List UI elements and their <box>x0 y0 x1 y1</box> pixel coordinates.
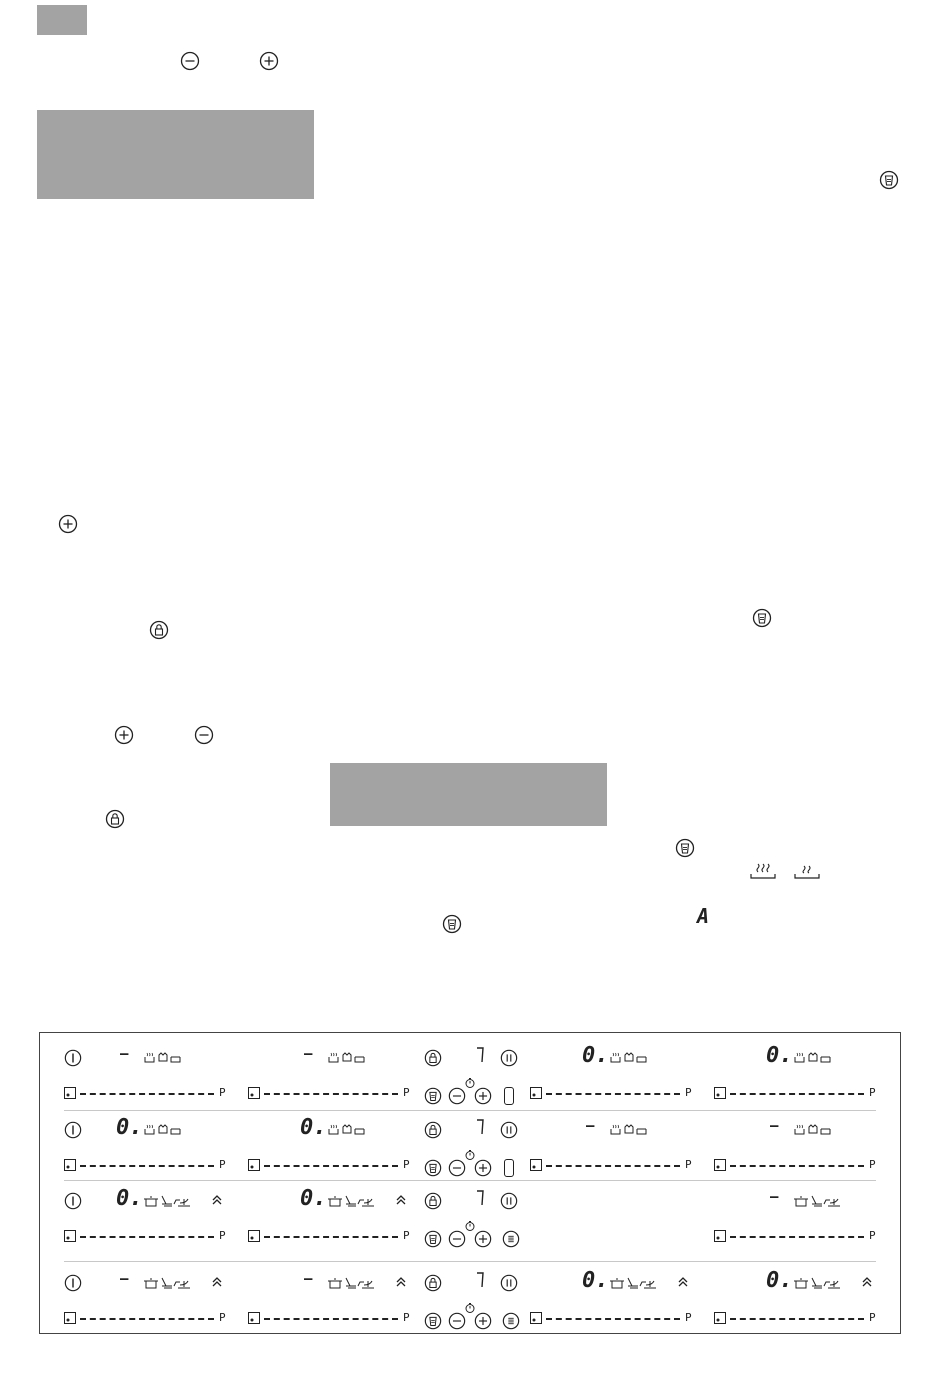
zone-selector-icon <box>64 1230 76 1242</box>
slider-end-label: P <box>685 1311 692 1324</box>
zone-selector-icon <box>714 1087 726 1099</box>
power-level-slider <box>730 1318 864 1320</box>
minus-circle-icon <box>448 1230 466 1248</box>
boost-icon <box>502 1230 520 1248</box>
cooking-mode-icons <box>144 1276 192 1290</box>
cooking-mode-icons <box>328 1052 372 1064</box>
slider-end-label: P <box>403 1229 410 1242</box>
zone-selector-icon <box>714 1230 726 1242</box>
power-level-slider <box>264 1236 398 1238</box>
child-lock-icon <box>424 1274 442 1292</box>
section-heading-box-2 <box>330 763 607 826</box>
zone-display: 0. <box>116 1115 143 1140</box>
slider-end-label: P <box>869 1229 876 1242</box>
plus-circle-icon <box>58 514 78 534</box>
zone-display: 0. <box>582 1043 609 1068</box>
cooking-mode-icons <box>144 1194 192 1208</box>
zone-selector-icon <box>64 1087 76 1099</box>
cooking-mode-icons <box>144 1124 188 1136</box>
zone-selector-icon <box>248 1087 260 1099</box>
boost-chevron-icon <box>396 1276 406 1288</box>
zone-display: – <box>120 1046 129 1062</box>
zone-display: – <box>120 1271 129 1287</box>
cooking-mode-icons <box>610 1124 654 1136</box>
minus-circle-icon <box>194 725 214 745</box>
keep-warm-icon <box>879 170 899 190</box>
minus-circle-icon <box>448 1087 466 1105</box>
slider-end-label: P <box>403 1311 410 1324</box>
pause-icon <box>500 1274 518 1292</box>
plus-circle-icon <box>259 51 279 71</box>
zone-display: 0. <box>300 1115 327 1140</box>
boost-icon <box>502 1312 520 1330</box>
zone-selector-icon <box>64 1312 76 1324</box>
plus-circle-icon <box>114 725 134 745</box>
minus-circle-icon <box>448 1312 466 1330</box>
zone-display: – <box>304 1046 313 1062</box>
cooking-mode-icons <box>794 1052 838 1064</box>
zone-display: – <box>770 1118 779 1134</box>
slider-end-label: P <box>219 1311 226 1324</box>
keep-warm-icon <box>675 838 695 858</box>
boost-chevron-icon <box>396 1194 406 1206</box>
minus-circle-icon <box>448 1159 466 1177</box>
zone-display: – <box>304 1271 313 1287</box>
segment-display-icon <box>476 1119 484 1135</box>
keep-warm-icon <box>752 608 772 628</box>
zone-selector-icon <box>530 1159 542 1171</box>
slider-end-label: P <box>219 1158 226 1171</box>
slider-end-label: P <box>869 1158 876 1171</box>
keep-warm-icon <box>424 1312 442 1330</box>
power-icon <box>64 1274 82 1292</box>
zone-display: 0. <box>300 1186 327 1211</box>
zone-display: – <box>586 1118 595 1134</box>
residual-heat-high-icon <box>748 862 778 882</box>
minus-circle-icon <box>180 51 200 71</box>
power-level-slider <box>80 1318 214 1320</box>
zone-selector-icon <box>248 1230 260 1242</box>
zone-display: 0. <box>116 1186 143 1211</box>
segment-display-icon <box>476 1272 484 1288</box>
cooking-mode-icons <box>144 1052 188 1064</box>
power-level-slider <box>546 1318 680 1320</box>
keep-warm-icon <box>424 1087 442 1105</box>
small-section-marker <box>37 5 87 35</box>
keep-warm-icon <box>424 1159 442 1177</box>
zone-display: – <box>770 1189 779 1205</box>
slider-end-label: P <box>403 1086 410 1099</box>
zone-selector-icon <box>64 1159 76 1171</box>
cooking-mode-icons <box>328 1124 372 1136</box>
cooking-mode-icons <box>794 1276 842 1290</box>
bridge-indicator-icon <box>504 1159 514 1177</box>
cooking-mode-icons <box>610 1276 658 1290</box>
bridge-indicator-icon <box>504 1087 514 1105</box>
power-icon <box>64 1121 82 1139</box>
cooking-mode-icons <box>328 1276 376 1290</box>
child-lock-icon <box>424 1049 442 1067</box>
boost-chevron-icon <box>212 1194 222 1206</box>
residual-heat-low-icon <box>792 862 822 882</box>
power-level-slider <box>264 1165 398 1167</box>
child-lock-icon <box>149 620 169 640</box>
segment-display-icon <box>476 1190 484 1206</box>
slider-end-label: P <box>403 1158 410 1171</box>
section-heading-box <box>37 110 314 199</box>
cooking-mode-icons <box>328 1194 376 1208</box>
power-level-slider <box>264 1093 398 1095</box>
zone-selector-icon <box>714 1312 726 1324</box>
cooking-mode-icons <box>610 1052 654 1064</box>
child-lock-icon <box>424 1192 442 1210</box>
power-level-slider <box>80 1236 214 1238</box>
zone-selector-icon <box>248 1312 260 1324</box>
zone-display: 0. <box>582 1268 609 1293</box>
slider-end-label: P <box>219 1229 226 1242</box>
keep-warm-icon <box>424 1230 442 1248</box>
slider-end-label: P <box>685 1158 692 1171</box>
segment-display-icon <box>476 1047 484 1063</box>
slider-end-label: P <box>685 1086 692 1099</box>
power-level-slider <box>730 1093 864 1095</box>
plus-circle-icon <box>474 1159 492 1177</box>
hob-control-panel-figure <box>39 1032 901 1334</box>
boost-chevron-icon <box>212 1276 222 1288</box>
power-level-slider <box>730 1165 864 1167</box>
slider-end-label: P <box>869 1311 876 1324</box>
slider-end-label: P <box>869 1086 876 1099</box>
keep-warm-icon <box>442 914 462 934</box>
power-level-slider <box>80 1165 214 1167</box>
plus-circle-icon <box>474 1230 492 1248</box>
zone-selector-icon <box>714 1159 726 1171</box>
slider-end-label: P <box>219 1086 226 1099</box>
power-level-slider <box>546 1165 680 1167</box>
boost-chevron-icon <box>862 1276 872 1288</box>
zone-selector-icon <box>530 1087 542 1099</box>
pause-icon <box>500 1121 518 1139</box>
zone-selector-icon <box>248 1159 260 1171</box>
cooking-mode-icons <box>794 1124 838 1136</box>
plus-circle-icon <box>474 1312 492 1330</box>
cooking-mode-icons <box>794 1194 842 1208</box>
zone-display: 0. <box>766 1043 793 1068</box>
pause-icon <box>500 1192 518 1210</box>
power-level-slider <box>264 1318 398 1320</box>
power-level-slider <box>80 1093 214 1095</box>
pause-icon <box>500 1049 518 1067</box>
zone-display: 0. <box>766 1268 793 1293</box>
child-lock-icon <box>105 809 125 829</box>
power-icon <box>64 1049 82 1067</box>
residual-heat-letter-a: A <box>697 904 710 928</box>
boost-chevron-icon <box>678 1276 688 1288</box>
power-icon <box>64 1192 82 1210</box>
power-level-slider <box>546 1093 680 1095</box>
child-lock-icon <box>424 1121 442 1139</box>
power-level-slider <box>730 1236 864 1238</box>
zone-selector-icon <box>530 1312 542 1324</box>
plus-circle-icon <box>474 1087 492 1105</box>
